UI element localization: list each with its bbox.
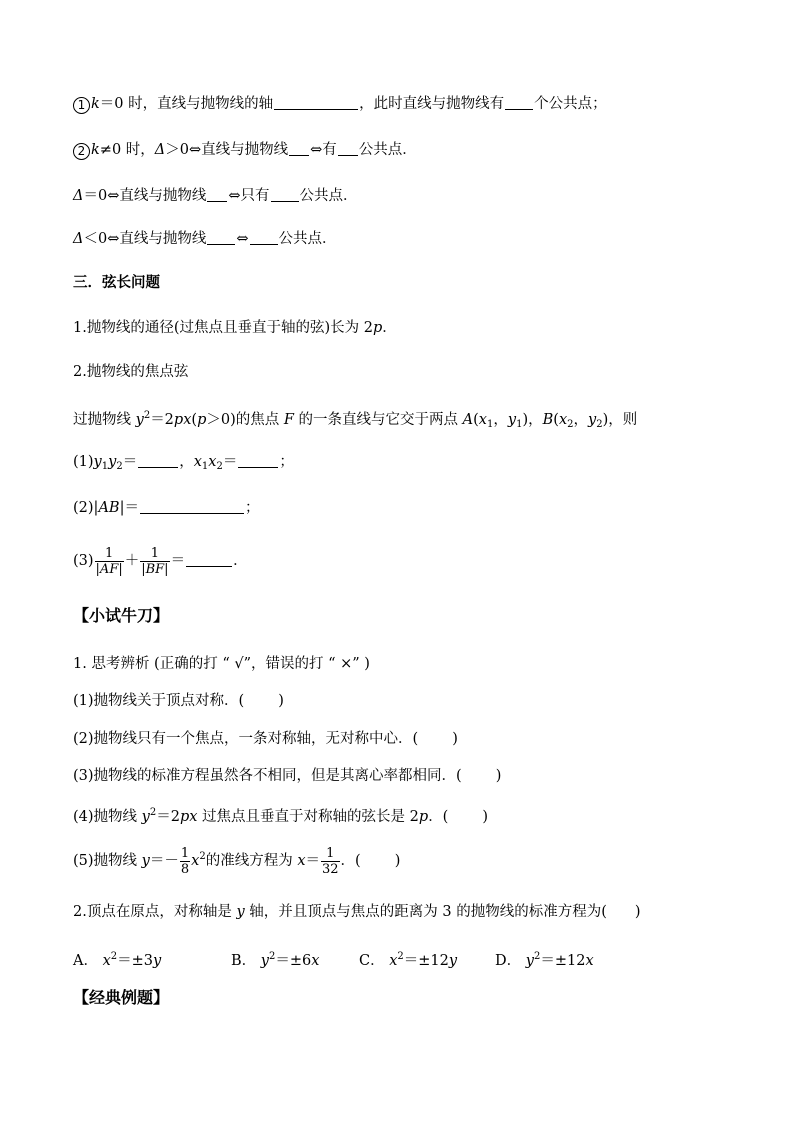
text: ) <box>482 809 489 825</box>
text: ＜0⇔直线与抛物线 <box>83 231 207 247</box>
text: 公共点． <box>299 188 358 204</box>
superscript: 2 <box>199 851 206 862</box>
fraction-one-eighth <box>180 846 190 877</box>
case-delta-zero <box>73 186 358 206</box>
numerator: 1 <box>326 845 335 861</box>
y-var: y <box>507 412 517 428</box>
question-2 <box>73 498 259 518</box>
examples-heading: 【经典例题】 <box>73 988 170 1007</box>
option-label: C． <box>359 953 385 969</box>
question-label: (2)| <box>73 500 99 516</box>
text: ＝ <box>305 853 320 869</box>
text: ． <box>382 320 397 336</box>
x-var: x <box>389 953 398 969</box>
blank <box>505 95 533 110</box>
latus-rectum-item <box>73 318 397 338</box>
text: ) <box>495 768 502 784</box>
y-var: y <box>236 904 245 920</box>
x-var: x <box>311 953 320 969</box>
y-var: y <box>135 412 144 428</box>
text: 公共点． <box>278 231 337 247</box>
text: ， <box>179 454 194 470</box>
superscript: 2 <box>110 951 118 962</box>
text: ) <box>278 693 284 709</box>
text: ＝±12 <box>540 953 586 969</box>
y-var: y <box>141 853 150 869</box>
blank <box>250 230 278 245</box>
option-label: D． <box>495 953 522 969</box>
blank <box>289 141 309 156</box>
text: ； <box>244 500 260 516</box>
fraction-1-af <box>95 546 124 577</box>
text: 1.抛物线的通径(过焦点且垂直于轴的弦)长为 2 <box>73 320 373 336</box>
text: ．( <box>340 853 361 869</box>
focus-label: F <box>283 412 294 428</box>
focal-chord-stem <box>73 406 637 435</box>
x-var: x <box>297 853 306 869</box>
y-var: y <box>525 953 534 969</box>
text: 的一条直线与它交于两点 <box>293 412 463 428</box>
blank <box>274 95 358 110</box>
text: ＝2 <box>156 809 180 825</box>
text: 个公共点； <box>534 96 607 112</box>
y-var: y <box>588 412 597 428</box>
text: |＝ <box>119 500 139 516</box>
text: 公共点． <box>358 142 417 158</box>
text: ，此时直线与抛物线有 <box>359 96 505 112</box>
x-var: x <box>558 412 568 428</box>
subscript: 1 <box>201 461 209 472</box>
text: ＝0⇔直线与抛物线 <box>83 188 207 204</box>
answer-blank[interactable] <box>186 552 232 567</box>
text: ＝±6 <box>275 953 312 969</box>
subscript: 2 <box>567 419 574 430</box>
delta-symbol: Δ <box>154 142 166 158</box>
point-a: A <box>462 412 474 428</box>
choice-question-2 <box>73 902 641 922</box>
text: (2)抛物线只有一个焦点，一条对称轴，无对称中心．( <box>73 731 419 747</box>
option-d[interactable] <box>495 947 594 971</box>
answer-blank[interactable] <box>238 453 278 468</box>
focal-chord-item: 2.抛物线的焦点弦 <box>73 364 189 380</box>
question-label: (3) <box>73 553 94 569</box>
text: ＝±3 <box>117 953 154 969</box>
subscript: 1 <box>101 461 109 472</box>
segment-ab: AB <box>98 500 120 516</box>
answer-blank[interactable] <box>138 453 178 468</box>
x-var: x <box>102 953 111 969</box>
choice-options <box>73 947 594 971</box>
superscript: 2 <box>143 410 151 421</box>
case-k-nonzero <box>73 140 417 160</box>
superscript: 2 <box>149 807 157 818</box>
text: ， <box>493 412 508 428</box>
judge-item-3 <box>73 766 501 786</box>
question-1 <box>73 452 294 477</box>
denominator: 8 <box>180 861 190 877</box>
text: ＝2 <box>150 412 174 428</box>
text: 轴，并且顶点与焦点的距离为 3 的抛物线的标准方程为( <box>244 904 607 920</box>
text: ( <box>553 412 559 428</box>
px-var: px <box>173 412 192 428</box>
y-var: y <box>448 953 458 969</box>
question-label: (1) <box>73 454 94 470</box>
denominator: |AF| <box>95 561 123 577</box>
denominator: 32 <box>322 861 339 877</box>
y-var: y <box>108 454 117 470</box>
x-var: x <box>585 953 594 969</box>
text: ， <box>573 412 588 428</box>
text: 过焦点且垂直于对称轴的弦长是 2 <box>197 809 419 825</box>
judge-item-2 <box>73 729 458 749</box>
subscript: 2 <box>216 461 223 472</box>
superscript: 2 <box>533 951 541 962</box>
text: 2.顶点在原点，对称轴是 <box>73 904 237 920</box>
text: ＝ <box>122 454 138 470</box>
subscript: 2 <box>596 419 603 430</box>
subscript: 1 <box>486 419 494 430</box>
judge-item-5 <box>73 837 400 881</box>
case-delta-negative <box>73 229 337 249</box>
text: ＝－ <box>149 853 179 869</box>
blank <box>207 187 227 202</box>
fraction-1-bf <box>140 546 169 577</box>
denominator: |BF| <box>141 561 169 577</box>
text: ＞0)的焦点 <box>206 412 284 428</box>
superscript: 2 <box>268 951 276 962</box>
text: ＞0⇔直线与抛物线 <box>165 142 289 158</box>
delta-symbol: Δ <box>73 231 84 247</box>
text: ≠0 时， <box>99 142 155 158</box>
subscript: 2 <box>116 461 123 472</box>
text: ⇔只有 <box>228 188 270 204</box>
judge-item-1 <box>73 691 284 711</box>
x-var: x <box>478 412 487 428</box>
x-var: x <box>191 853 200 869</box>
text: ＝ <box>170 553 186 569</box>
blank <box>338 141 358 156</box>
question-3 <box>73 541 248 581</box>
y-var: y <box>153 953 162 969</box>
text: )， <box>522 412 543 428</box>
text: (5)抛物线 <box>73 853 142 869</box>
blank <box>207 230 235 245</box>
text: (1)抛物线关于顶点对称．( <box>73 693 245 709</box>
practice-heading: 【小试牛刀】 <box>73 606 170 625</box>
option-a[interactable] <box>73 947 231 971</box>
text: ． <box>233 553 248 569</box>
text: (4)抛物线 <box>73 809 142 825</box>
judge-item-4 <box>73 803 488 827</box>
circled-number-1: 1 <box>73 97 90 114</box>
text: ) <box>634 904 641 920</box>
text: ⇔ <box>236 231 249 247</box>
superscript: 2 <box>397 951 404 962</box>
numerator: 1 <box>180 845 190 861</box>
subscript: 1 <box>516 419 523 430</box>
px-var: px <box>179 809 198 825</box>
x-var: x <box>208 454 217 470</box>
case-k-zero <box>73 94 607 114</box>
y-var: y <box>141 809 150 825</box>
text: ) <box>452 731 458 747</box>
numerator: 1 <box>104 545 114 561</box>
option-c[interactable] <box>359 947 495 971</box>
text: ( <box>191 412 198 428</box>
option-b[interactable] <box>231 947 359 971</box>
text: ) <box>394 853 401 869</box>
section-title: 三．弦长问题 <box>73 275 160 291</box>
answer-blank[interactable] <box>140 499 244 514</box>
y-var: y <box>93 454 102 470</box>
p-var: p <box>418 809 429 825</box>
x-var: x <box>193 454 202 470</box>
text: 的准线方程为 <box>205 853 298 869</box>
text: (3)抛物线的标准方程虽然各不相同，但是其离心率都相同．( <box>73 768 462 784</box>
p-var: p <box>372 320 383 336</box>
text: ⇔有 <box>310 142 337 158</box>
text: 过抛物线 <box>73 412 136 428</box>
point-b: B <box>542 412 554 428</box>
k-var: k <box>91 142 100 158</box>
numerator: 1 <box>150 545 160 561</box>
judge-instructions: 1. 思考辨析 (正确的打 “ √”，错误的打 “ ×” ) <box>73 656 370 672</box>
plus-sign: ＋ <box>124 553 140 569</box>
k-var: k <box>91 96 100 112</box>
circled-number-2: 2 <box>73 143 90 160</box>
option-label: A． <box>73 953 98 969</box>
fraction-one-32 <box>321 846 340 877</box>
text: ＝±12 <box>403 953 449 969</box>
text: ＝0 时，直线与抛物线的轴 <box>99 96 274 112</box>
y-var: y <box>260 953 269 969</box>
text: )，则 <box>602 412 638 428</box>
option-label: B． <box>231 953 257 969</box>
delta-symbol: Δ <box>73 188 84 204</box>
text: ； <box>279 454 294 470</box>
blank <box>271 187 299 202</box>
text: ( <box>473 412 479 428</box>
text: ＝ <box>222 454 238 470</box>
p-var: p <box>197 412 207 428</box>
text: ．( <box>428 809 449 825</box>
